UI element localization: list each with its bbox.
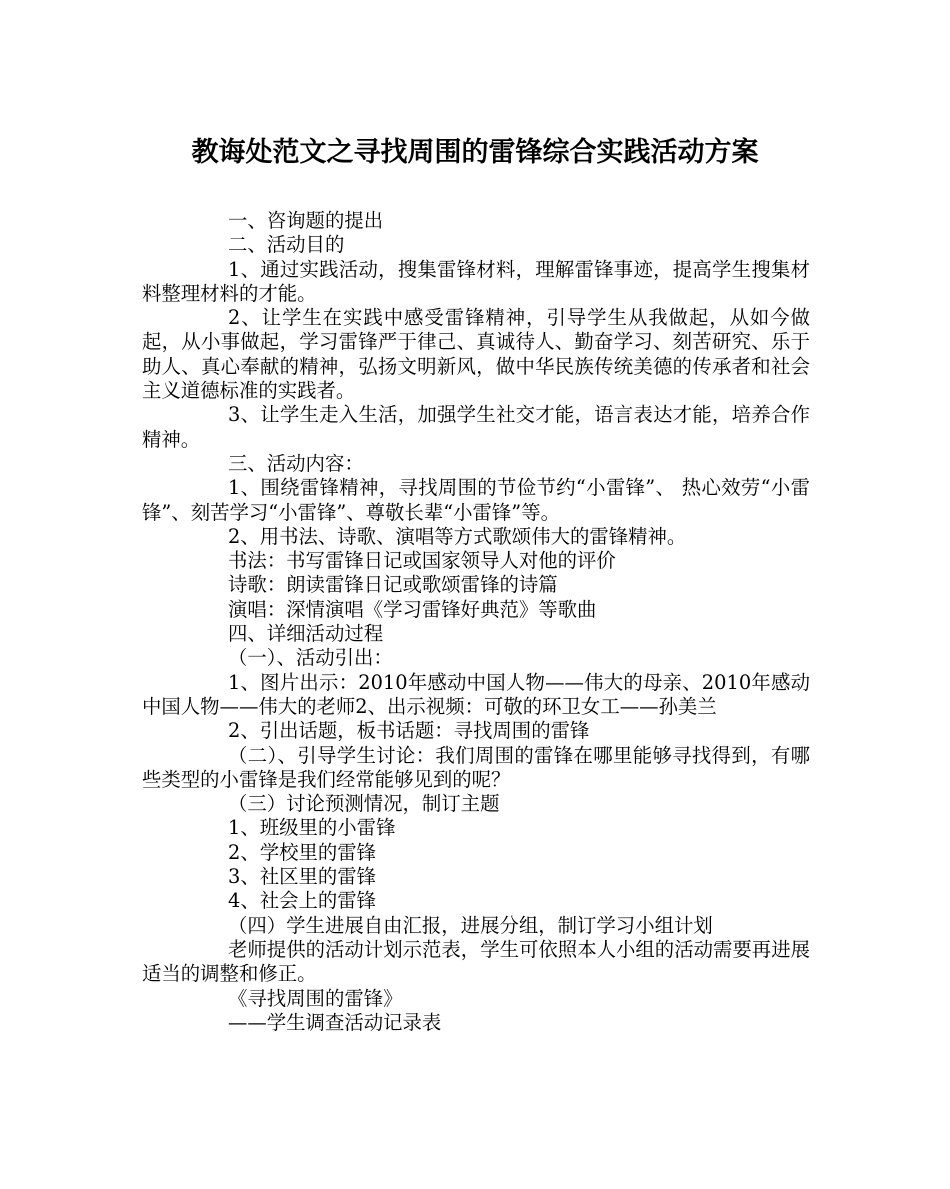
process-intro: （一）、活动引出： xyxy=(228,646,393,670)
heading-content: 三、活动内容： xyxy=(228,451,364,475)
topic-4: 4、社会上的雷锋 xyxy=(228,889,377,913)
objective-2: 2、让学生在实践中感受雷锋精神，引导学生从我做起，从如今做起，从小事做起，学习雷锋严于律己、真诚待人、勤奋学习、刻苦研究、乐于助人、真心奉献的精神，弘扬文明新风，做中华民族传统美德的传承者和社会主义道德标准的实践者。 xyxy=(142,306,810,403)
process-intro-1: 1、图片出示：2010年感动中国人物——伟大的母亲、2010年感动中国人物——伟大的老师2、出示视频：可敬的环卫女工——孙美兰 xyxy=(142,670,810,718)
document-body xyxy=(142,209,810,1035)
heading-objectives: 二、活动目的 xyxy=(228,233,345,257)
process-discussion: （二）、引导学生讨论：我们周围的雷锋在哪里能够寻找得到，有哪些类型的小雷锋是我们经常能够见到的呢？ xyxy=(142,743,810,791)
topic-3: 3、社区里的雷锋 xyxy=(228,865,377,889)
process-plan-note: 老师提供的活动计划示范表，学生可依照本人小组的活动需要再进展适当的调整和修正。 xyxy=(142,937,810,986)
process-report: （四）学生进展自由汇报，进展分组，制订学习小组计划 xyxy=(228,913,713,937)
record-table-title: 《寻找周围的雷锋》 xyxy=(228,986,403,1010)
objective-3: 3、让学生走入生活，加强学生社交才能，语言表达才能，培养合作精神。 xyxy=(142,403,810,451)
document-title: 教诲处范文之寻找周围的雷锋综合实践活动方案 xyxy=(191,137,759,168)
topic-1: 1、班级里的小雷锋 xyxy=(228,816,396,840)
content-2: 2、用书法、诗歌、演唱等方式歌颂伟大的雷锋精神。 xyxy=(228,524,687,548)
heading-problem: 一、咨询题的提出 xyxy=(228,209,384,232)
content-poetry: 诗歌：朗读雷锋日记或歌颂雷锋的诗篇 xyxy=(228,573,558,597)
objective-1: 1、通过实践活动，搜集雷锋材料，理解雷锋事迹，提高学生搜集材料整理材料的才能。 xyxy=(142,257,810,305)
content-1: 1、围绕雷锋精神，寻找周围的节俭节约“小雷锋”、 热心效劳“小雷锋”、刻苦学习“小雷锋”、尊敬长辈“小雷锋”等。 xyxy=(142,476,810,524)
topic-2: 2、学校里的雷锋 xyxy=(228,840,377,864)
heading-process: 四、详细活动过程 xyxy=(228,622,384,646)
process-topics: （三）讨论预测情况，制订主题 xyxy=(228,792,500,816)
process-intro-2: 2、引出话题，板书话题：寻找周围的雷锋 xyxy=(228,719,590,743)
content-singing: 演唱：深情演唱《学习雷锋好典范》等歌曲 xyxy=(228,597,597,621)
record-table-subtitle: ——学生调查活动记录表 xyxy=(228,1010,442,1034)
content-calligraphy: 书法：书写雷锋日记或国家领导人对他的评价 xyxy=(228,549,616,573)
